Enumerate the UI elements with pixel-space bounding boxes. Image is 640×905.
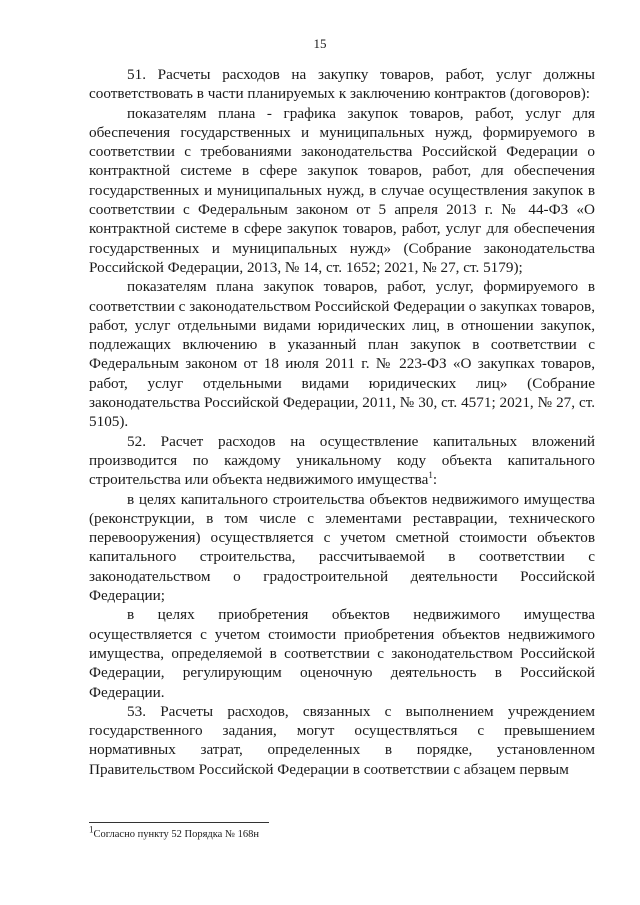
footnote-text: Согласно пункту 52 Порядка № 168н [93,829,259,840]
paragraph-51-item-2: показателям плана закупок товаров, работ, услуг, формируемого в соответствии с законодательством Российской Федерации о закупках товаров, работ, услуг отдельными видами юридических лиц, в отношении закупок, подлежащих включению в указанный план закупок в соответствии с Федеральным законом от 18 июля 2011 г. № 223-ФЗ «О закупках товаров, работ, услуг отдельными видами юридических лиц» (Собрание законодательства Российской Федерации, 2011, № 30, ст. 4571; 2021, № 27, ст. 5105). [89,278,595,431]
paragraph-52 [89,432,595,490]
paragraph-51-item-1: показателям плана - графика закупок товаров, работ, услуг для обеспечения государственных и муниципальных нужд, формируемого в соответствии с требованиями законодательства Российской Федерации о контрактной системе в сфере закупок товаров, работ, для обеспечения государственных и муниципальных нужд, в случае осуществления закупок в соответствии с Федеральным законом от 5 апреля 2013 г. № 44-ФЗ «О контрактной системе в сфере закупок товаров, работ, услуг для обеспечения государственных и муниципальных нужд» (Собрание законодательства Российской Федерации, 2013, № 14, ст. 1652; 2021, № 27, ст. 5179); [89,104,595,276]
footnote-reference[interactable]: 1 [428,470,433,481]
paragraph-51: 51. Расчеты расходов на закупку товаров, работ, услуг должны соответствовать в части планируемых к заключению контрактов (договоров): [89,66,595,103]
paragraph-52-item-2: в целях приобретения объектов недвижимого имущества осуществляется с учетом стоимости приобретения объектов недвижимого имущества, определяемой в соответствии с законодательством Российской Федерации, регулирующим оценочную деятельность в Российской Федерации. [89,606,595,701]
page-number: 15 [313,36,327,51]
paragraph-52-colon: : [432,471,438,489]
paragraph-52-text: 52. Расчет расходов на осуществление капитальных вложений производится по каждому уникальному коду объекта капитального строительства или объекта недвижимого имущества [89,432,595,489]
paragraph-52-item-1: в целях капитального строительства объектов недвижимого имущества (реконструкции, в том числе с элементами реставрации, технического перевооружения) осуществляется с учетом сметной стоимости объектов капитального строительства, рассчитываемой в соответствии с законодательством о градостроительной деятельности Российской Федерации; [89,490,595,605]
footnote [89,824,595,841]
footnote-marker: 1 [89,824,94,835]
footnote-divider [89,822,269,823]
paragraph-53: 53. Расчеты расходов, связанных с выполнением учреждением государственного задания, могут осуществляться с превышением нормативных затрат, определенных в порядке, установленном Правительством Российской Федерации в соответствии с абзацем первым [89,702,595,778]
document-body [89,65,595,779]
